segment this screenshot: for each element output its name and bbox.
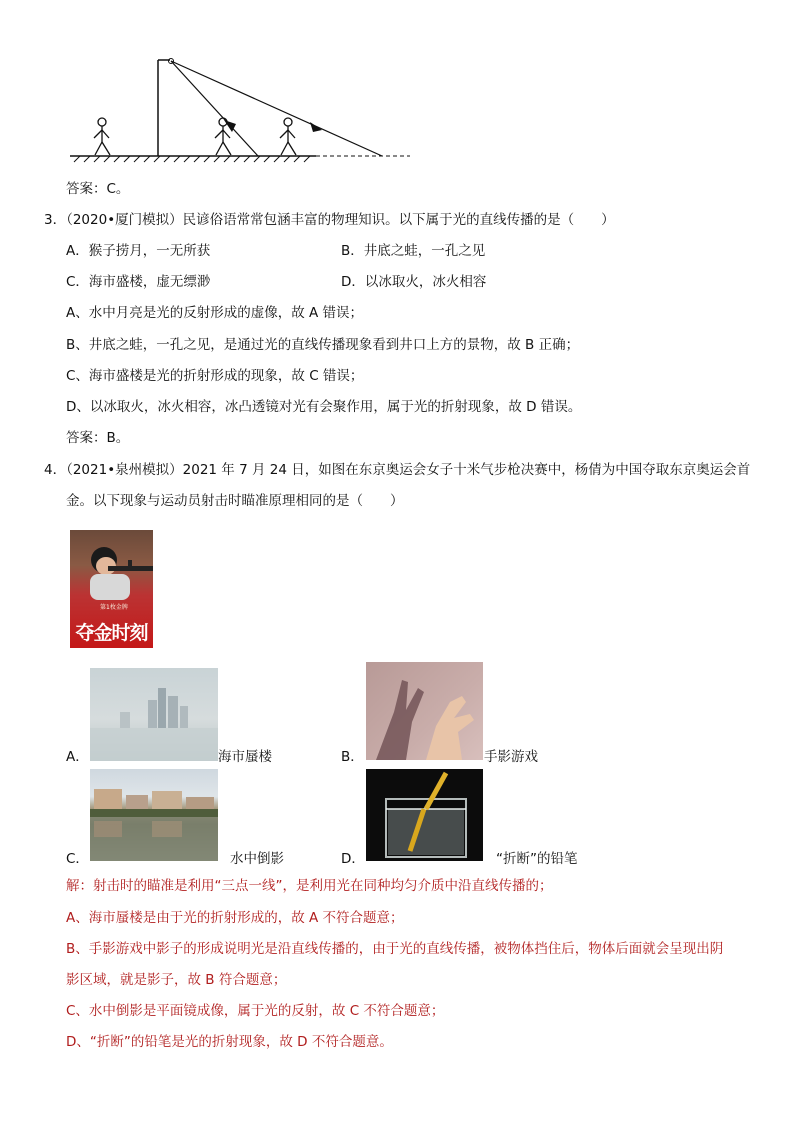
q4-option-d-caption: “折断”的铅笔 bbox=[496, 851, 578, 867]
q4-solution-line-4: 影区域，就是影子，故 B 符合题意； bbox=[66, 972, 287, 988]
poster-small-text: 第1枚金牌 bbox=[100, 604, 128, 611]
q4-option-b-letter: B． bbox=[341, 749, 364, 765]
champion-poster-image bbox=[70, 530, 153, 648]
q3-explanation-b: B、井底之蛙，一孔之见，是通过光的直线传播现象看到井口上方的景物，故 B 正确； bbox=[66, 337, 580, 353]
q4-solution-line-6: D、“折断”的铅笔是光的折射现象，故 D 不符合题意。 bbox=[66, 1034, 393, 1050]
q4-solution-line-5: C、水中倒影是平面镜成像，属于光的反射，故 C 不符合题意； bbox=[66, 1003, 445, 1019]
water-reflection-image bbox=[90, 769, 218, 861]
q4-option-c-letter: C． bbox=[66, 851, 89, 867]
q4-option-a-letter: A． bbox=[66, 749, 89, 765]
walker-figure-3 bbox=[280, 118, 296, 155]
q2-answer: 答案：C。 bbox=[66, 181, 130, 197]
mirage-image bbox=[90, 668, 218, 761]
hand-shadow-image bbox=[366, 662, 483, 760]
broken-pencil-image bbox=[366, 769, 483, 861]
q3-explanation-a: A、水中月亮是光的反射形成的虚像，故 A 错误； bbox=[66, 305, 364, 321]
q4-stem-line1: 4．（2021•泉州模拟）2021 年 7 月 24 日，如图在东京奥运会女子十米气步枪决赛中，杨倩为中国夺取东京奥运会首 bbox=[44, 462, 751, 478]
q4-option-c-caption: 水中倒影 bbox=[230, 851, 284, 867]
q3-option-a: A．猴子捞月，一无所获 bbox=[66, 243, 211, 259]
q3-option-c: C．海市盛楼，虚无缥渺 bbox=[66, 274, 211, 290]
q4-solution-line-3: B、手影游戏中影子的形成说明光是沿直线传播的，由于光的直线传播，被物体挡住后，物体后面就会呈现出阴 bbox=[66, 941, 724, 957]
q3-option-d: D．以冰取火，冰火相容 bbox=[341, 274, 487, 290]
q4-stem-line2: 金。以下现象与运动员射击时瞄准原理相同的是（ ） bbox=[66, 493, 404, 509]
walker-figure-1 bbox=[94, 118, 110, 155]
q3-option-b: B．井底之蛙，一孔之见 bbox=[341, 243, 486, 259]
q4-option-b-caption: 手影游戏 bbox=[484, 749, 538, 765]
q3-explanation-c: C、海市盛楼是光的折射形成的现象，故 C 错误； bbox=[66, 368, 364, 384]
q4-option-d-letter: D． bbox=[341, 851, 365, 867]
poster-title: 夺金时刻 bbox=[75, 622, 148, 644]
shadow-diagram bbox=[60, 52, 420, 164]
q4-solution-line-1: 解：射击时的瞄准是利用“三点一线”，是利用光在同种均匀介质中沿直线传播的； bbox=[66, 878, 553, 894]
q3-explanation-d: D、以冰取火，冰火相容，冰凸透镜对光有会聚作用，属于光的折射现象，故 D 错误。 bbox=[66, 399, 582, 415]
q4-option-a-caption: 海市蜃楼 bbox=[218, 749, 272, 765]
q4-solution-line-2: A、海市蜃楼是由于光的折射形成的，故 A 不符合题意； bbox=[66, 910, 404, 926]
q3-answer: 答案：B。 bbox=[66, 430, 130, 446]
q3-stem: 3．（2020•厦门模拟）民谚俗语常常包涵丰富的物理知识。以下属于光的直线传播的是（ ） bbox=[44, 212, 615, 228]
